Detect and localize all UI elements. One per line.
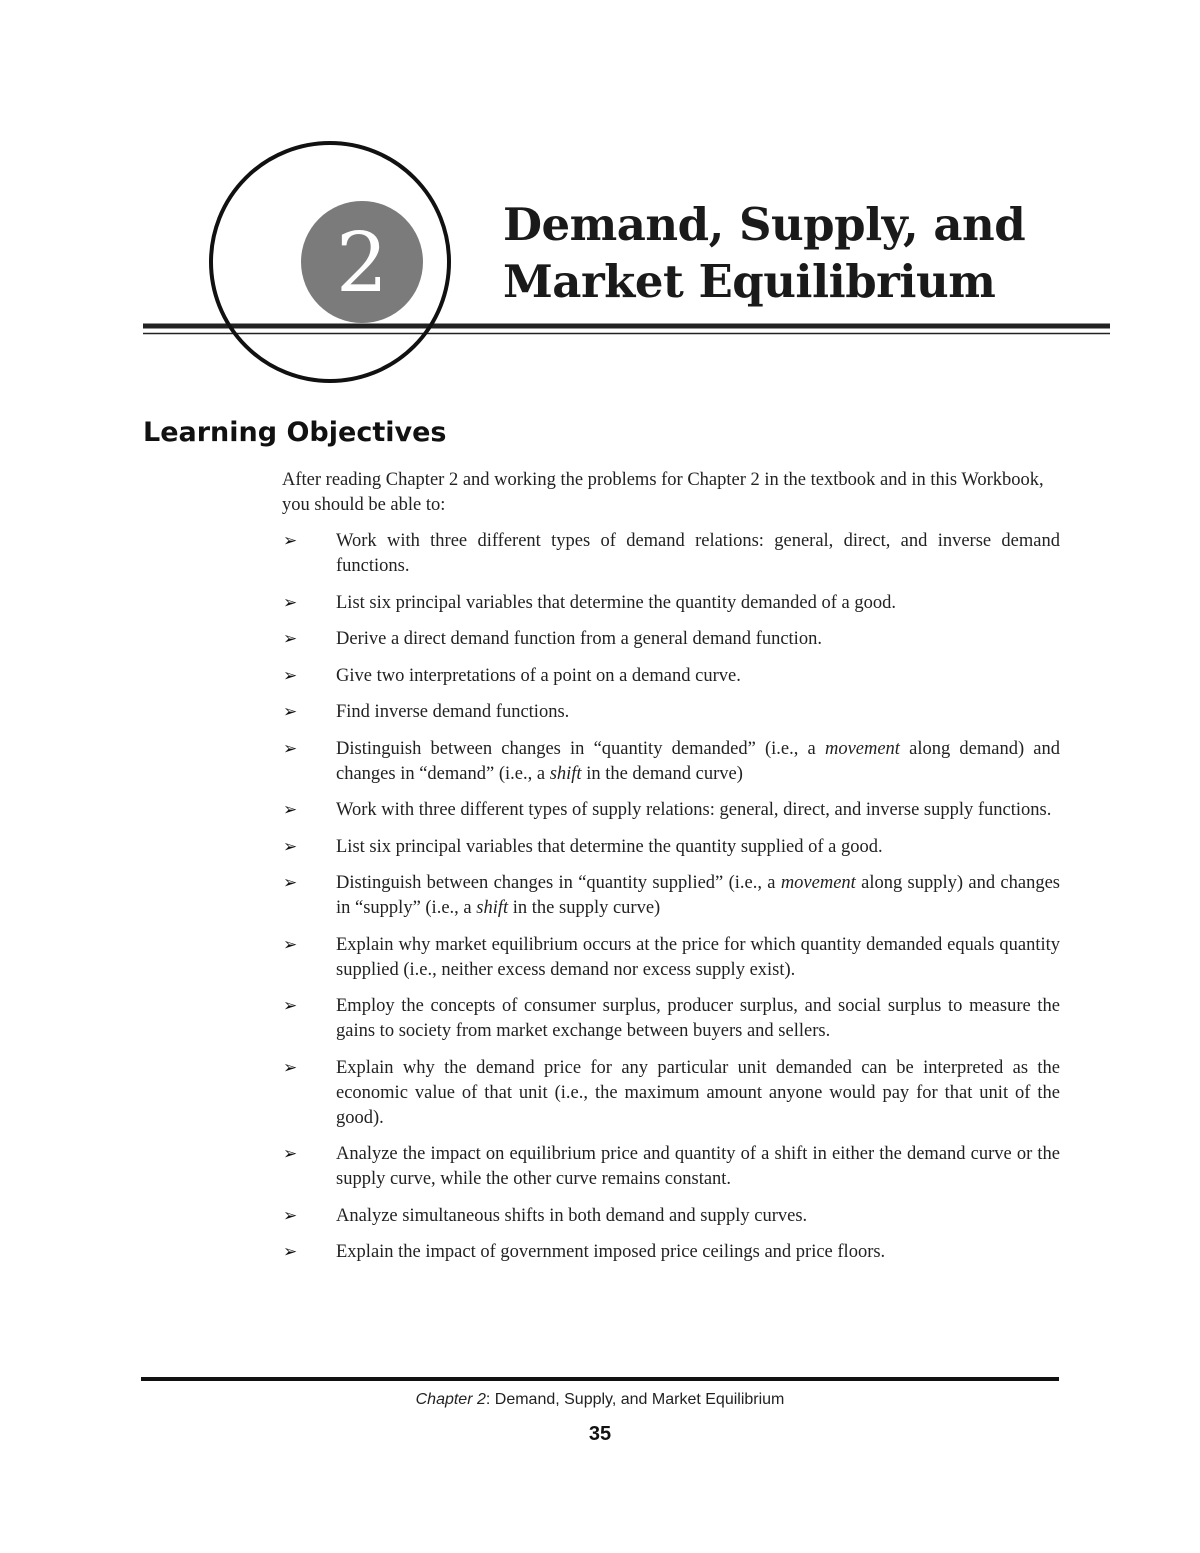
objective-text: Employ the concepts of consumer surplus, producer surplus, and social surplus to measure the gains to society from market exchange between buyers and sellers. (336, 996, 1060, 1041)
objective-text: Work with three different types of demand relations: general, direct, and inverse demand functions. (336, 531, 1060, 576)
objective-text-part: along supply) and changes in “supply” (i.e., a (336, 873, 1060, 918)
learning-objectives-intro: After reading Chapter 2 and working the problems for Chapter 2 in the textbook and in this Workbook, you should be able to: (282, 470, 1044, 515)
objective-text: Analyze simultaneous shifts in both demand and supply curves. (336, 1205, 808, 1226)
objective-text: Find inverse demand functions. (336, 702, 570, 722)
objective-item (282, 664, 1060, 689)
footer-rule (141, 1377, 1059, 1381)
arrow-bullet-icon: ➢ (283, 1057, 298, 1078)
arrow-bullet-icon: ➢ (283, 934, 298, 955)
arrow-bullet-icon: ➢ (283, 800, 298, 820)
objective-item (282, 700, 1060, 725)
objective-text: List six principal variables that determine the quantity supplied of a good. (336, 836, 883, 857)
objective-text: List six principal variables that determine the quantity demanded of a good. (336, 592, 896, 613)
objective-emphasis: movement (824, 738, 900, 759)
objective-text-part: Distinguish between changes in “quantity demanded” (i.e., a (336, 738, 825, 759)
objective-item (282, 1240, 1060, 1265)
arrow-bullet-icon: ➢ (283, 996, 298, 1016)
objective-item (282, 591, 1060, 616)
objective-emphasis: shift (549, 763, 582, 784)
footer-chapter-title: : Demand, Supply, and Market Equilibrium (485, 1391, 785, 1408)
objective-emphasis: movement (780, 873, 856, 893)
arrow-bullet-icon: ➢ (283, 531, 298, 551)
objective-text-part: along demand) and changes in “demand” (i.e., a (336, 738, 1060, 784)
arrow-bullet-icon: ➢ (283, 1242, 298, 1262)
objective-text: Give two interpretations of a point on a demand curve. (336, 665, 741, 686)
arrow-bullet-icon: ➢ (283, 836, 298, 857)
objective-text: Derive a direct demand function from a general demand function. (336, 629, 822, 649)
arrow-bullet-icon: ➢ (283, 738, 298, 759)
objective-text (336, 873, 1060, 918)
objective-item (282, 737, 1060, 787)
chapter-title-line-2: Market Equilibrium (503, 255, 996, 308)
arrow-bullet-icon: ➢ (283, 702, 298, 722)
objective-item (282, 529, 1060, 579)
arrow-bullet-icon: ➢ (283, 1144, 298, 1164)
objective-item (282, 627, 1060, 652)
objective-text: Explain why market equilibrium occurs at the price for which quantity demanded equals quantity supplied (i.e., neither excess demand nor excess supply exist). (336, 934, 1060, 980)
objective-item (282, 933, 1060, 983)
objective-text-part: Distinguish between changes in “quantity supplied” (i.e., a (336, 873, 781, 893)
footer-chapter-prefix: Chapter 2 (415, 1391, 486, 1408)
objective-text: Analyze the impact on equilibrium price and quantity of a shift in either the demand curve or the supply curve, while the other curve remains constant. (336, 1144, 1060, 1189)
objective-text: Work with three different types of supply relations: general, direct, and inverse supply functions. (336, 800, 1052, 820)
arrow-bullet-icon: ➢ (283, 873, 298, 893)
running-footer (0, 1390, 1200, 1410)
objective-item (282, 1142, 1060, 1192)
objective-text-part: in the demand curve) (581, 763, 743, 784)
arrow-bullet-icon: ➢ (283, 629, 298, 649)
objective-text-part: in the supply curve) (508, 898, 661, 918)
objective-emphasis: shift (476, 898, 509, 918)
chapter-title-line-1: Demand, Supply, and (503, 198, 1026, 251)
objective-item (282, 1204, 1060, 1229)
arrow-bullet-icon: ➢ (283, 665, 298, 686)
objective-item (282, 798, 1060, 823)
chapter-title (503, 196, 1123, 310)
chapter-number: 2 (335, 216, 389, 311)
objective-item (282, 871, 1060, 921)
learning-objectives-heading: Learning Objectives (143, 417, 447, 448)
objective-text: Explain the impact of government imposed price ceilings and price floors. (336, 1242, 886, 1262)
objective-text (336, 739, 1060, 784)
objective-text: Explain why the demand price for any particular unit demanded can be interpreted as the economic value of that unit (i.e., the maximum amount anyone would pay for that unit of the good). (336, 1057, 1060, 1128)
page-number: 35 (588, 1423, 612, 1445)
objective-item (282, 835, 1060, 860)
objective-item (282, 994, 1060, 1044)
arrow-bullet-icon: ➢ (283, 1205, 298, 1226)
arrow-bullet-icon: ➢ (283, 592, 298, 613)
objective-item (282, 1056, 1060, 1131)
learning-objectives-list (282, 529, 1060, 1277)
